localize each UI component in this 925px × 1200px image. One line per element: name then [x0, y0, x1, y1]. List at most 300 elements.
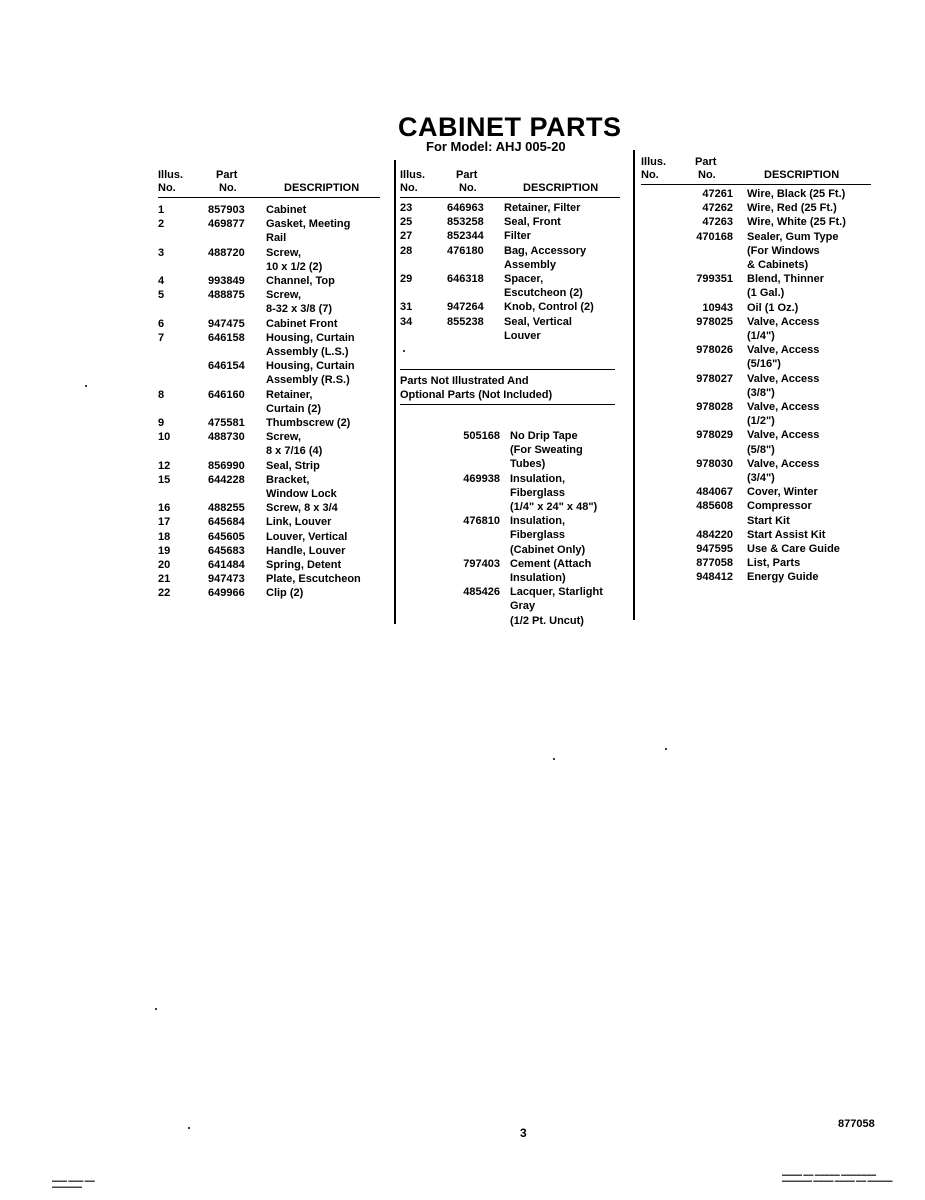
part-row	[158, 388, 380, 416]
description-line: Gasket, Meeting	[266, 218, 351, 231]
illus-number: 31	[400, 301, 413, 314]
illus-no-header: No.	[158, 182, 176, 194]
part-description	[266, 558, 380, 572]
part-description	[266, 246, 380, 274]
part-number: 856990	[208, 459, 245, 472]
description-line: (3/4")	[747, 472, 775, 485]
description-line: Handle, Louver	[266, 544, 346, 557]
part-row	[641, 457, 871, 485]
part-row	[158, 572, 380, 586]
illus-number: 16	[158, 502, 171, 515]
part-number: 645605	[208, 530, 245, 543]
part-no-header: No.	[219, 182, 237, 194]
description-line: Filter	[504, 230, 531, 243]
description-line: Curtain (2)	[266, 402, 321, 415]
part-number: 47261	[702, 188, 733, 200]
part-number: 484067	[696, 486, 733, 499]
part-row	[641, 556, 871, 570]
part-row	[158, 217, 380, 245]
illus-number: 4	[158, 275, 165, 288]
part-row	[641, 201, 871, 215]
part-description	[504, 229, 620, 243]
part-number: 948412	[696, 571, 733, 584]
part-number: 646963	[447, 202, 484, 214]
part-row	[158, 530, 380, 544]
part-description	[510, 557, 620, 585]
illus-number	[400, 557, 440, 585]
part-row	[158, 430, 380, 458]
description-line: Assembly (L.S.)	[266, 346, 349, 359]
illus-number	[641, 201, 661, 215]
part-row	[400, 201, 620, 215]
part-description	[266, 416, 380, 430]
description-line: Link, Louver	[266, 516, 332, 529]
part-number: 10943	[702, 301, 733, 314]
description-line: Knob, Control (2)	[504, 301, 594, 314]
illus-number	[400, 585, 440, 628]
part-number: 853258	[447, 216, 484, 229]
part-row	[400, 472, 620, 515]
part-number: 978026	[696, 344, 733, 357]
part-number: 947473	[208, 573, 245, 586]
part-row	[641, 400, 871, 428]
part-number: 646158	[208, 331, 245, 344]
description-line: Fiberglass	[510, 529, 566, 542]
part-description	[747, 301, 871, 315]
illus-number	[641, 570, 661, 584]
description-line: (1/4" x 24" x 48")	[510, 501, 598, 514]
part-number: 947595	[696, 543, 733, 556]
part-row	[158, 544, 380, 558]
illus-number	[641, 372, 661, 400]
description-line: (5/16")	[747, 358, 781, 371]
part-row	[400, 429, 620, 472]
illus-number: 2	[158, 218, 165, 231]
description-line: Seal, Strip	[266, 459, 320, 472]
illus-number: 29	[400, 273, 413, 286]
description-line: Cabinet	[266, 204, 307, 216]
part-number: 469877	[208, 218, 245, 231]
part-description	[504, 201, 620, 215]
description-line: Sealer, Gum Type	[747, 230, 839, 243]
description-line: Cabinet Front	[266, 317, 338, 330]
illus-number	[641, 230, 661, 273]
description-header: DESCRIPTION	[284, 182, 360, 194]
illus-number: 17	[158, 516, 171, 529]
part-row	[400, 557, 620, 585]
illus-number: 6	[158, 317, 165, 330]
description-line: (For Sweating	[510, 444, 583, 457]
part-row	[641, 187, 871, 201]
column-divider	[633, 150, 635, 620]
description-line: Assembly (R.S.)	[266, 374, 350, 387]
description-header: DESCRIPTION	[764, 169, 840, 181]
description-line: Assembly	[504, 258, 556, 271]
illus-number	[641, 499, 661, 527]
part-description	[266, 317, 380, 331]
description-line: Start Assist Kit	[747, 528, 826, 541]
part-row	[641, 499, 871, 527]
part-number: 877058	[696, 557, 733, 570]
fine-print-right: ▬▬▬▬ ▬▬ ▬▬▬▬▬ ▬▬▬▬▬▬▬ ▬▬▬▬▬▬ ▬▬▬▬ ▬▬▬▬ ▬▬ ▬▬▬▬▬	[782, 1172, 893, 1184]
description-line: Spring, Detent	[266, 559, 342, 572]
description-header: DESCRIPTION	[523, 182, 599, 194]
part-row	[641, 272, 871, 300]
scan-speck	[553, 758, 555, 760]
parts-column-3	[641, 152, 871, 585]
part-number: 488730	[208, 431, 245, 444]
description-line: Housing, Curtain	[266, 360, 355, 373]
description-line: Cover, Winter	[747, 486, 818, 499]
scan-speck	[188, 1127, 190, 1129]
part-number: 993849	[208, 275, 245, 288]
illus-number: 27	[400, 230, 413, 243]
part-row	[400, 272, 620, 300]
part-description	[747, 343, 871, 371]
part-description	[266, 473, 380, 501]
part-row	[158, 274, 380, 288]
illus-number: 20	[158, 559, 171, 572]
description-line: Rail	[266, 232, 287, 245]
illus-no-header: No.	[400, 182, 418, 194]
column-header	[158, 152, 380, 198]
description-line: Tubes)	[510, 458, 546, 471]
part-row	[641, 343, 871, 371]
description-line: Screw,	[266, 431, 302, 444]
part-row	[158, 416, 380, 430]
part-description	[266, 203, 380, 217]
part-number: 855238	[447, 315, 484, 328]
part-number: 646154	[208, 360, 245, 373]
parts-column-1	[158, 152, 380, 601]
part-description	[510, 429, 620, 472]
description-line: Valve, Access	[747, 401, 820, 414]
part-row	[158, 501, 380, 515]
description-line: Wire, White (25 Ft.)	[747, 216, 846, 229]
part-no-header: No.	[459, 182, 477, 194]
scan-speck	[403, 350, 405, 352]
part-description	[747, 499, 871, 527]
part-description	[504, 315, 620, 343]
illus-number	[641, 542, 661, 556]
part-description	[747, 187, 871, 201]
part-description	[504, 300, 620, 314]
page-title: CABINET PARTS	[398, 112, 622, 142]
illus-number: 15	[158, 473, 171, 486]
part-number: 470168	[696, 230, 733, 243]
part-header: Part	[216, 169, 238, 181]
illus-number: 25	[400, 216, 413, 229]
description-line: Lacquer, Starlight	[510, 586, 603, 599]
part-number: 488875	[208, 289, 245, 302]
parts-column-2	[400, 152, 620, 628]
part-number: 47263	[702, 216, 733, 229]
illus-number	[400, 514, 440, 557]
description-line: (1/2 Pt. Uncut)	[510, 614, 584, 627]
description-line: Screw, 8 x 3/4	[266, 502, 338, 515]
description-line: Compressor	[747, 500, 812, 513]
part-description	[747, 428, 871, 456]
illus-number	[641, 528, 661, 542]
part-description	[747, 556, 871, 570]
description-line: Insulation,	[510, 515, 565, 528]
parts-list	[158, 203, 380, 601]
description-line: (1/2")	[747, 415, 775, 428]
column-header	[641, 152, 871, 185]
section-title-line: Parts Not Illustrated And	[400, 375, 529, 388]
part-description	[266, 459, 380, 473]
illus-number: 9	[158, 417, 165, 430]
illus-number	[641, 315, 661, 343]
description-line: Clip (2)	[266, 587, 304, 600]
part-row	[158, 459, 380, 473]
part-number: 476810	[463, 515, 500, 528]
part-description	[266, 515, 380, 529]
part-number: 488720	[208, 246, 245, 259]
description-line: Insulation)	[510, 572, 566, 585]
description-line: No Drip Tape	[510, 430, 578, 443]
part-description	[266, 544, 380, 558]
illus-number	[641, 301, 661, 315]
illus-number	[641, 556, 661, 570]
description-line: Wire, Red (25 Ft.)	[747, 202, 837, 215]
part-number: 485608	[696, 500, 733, 513]
description-line: (3/8")	[747, 386, 775, 399]
description-line: Screw,	[266, 246, 302, 259]
part-row	[400, 215, 620, 229]
description-line: Thumbscrew (2)	[266, 417, 351, 430]
part-description	[266, 217, 380, 245]
part-description	[747, 542, 871, 556]
description-line: Fiberglass	[510, 486, 566, 499]
part-number: 799351	[696, 273, 733, 286]
illus-number	[400, 472, 440, 515]
part-description	[747, 272, 871, 300]
part-row	[158, 586, 380, 600]
description-line: Seal, Vertical	[504, 315, 572, 328]
description-line: & Cabinets)	[747, 259, 809, 272]
part-number: 484220	[696, 528, 733, 541]
part-number: 978029	[696, 429, 733, 442]
part-header: Part	[456, 169, 478, 181]
illus-number: 7	[158, 331, 165, 344]
illus-number: 22	[158, 587, 171, 600]
part-number: 797403	[463, 557, 500, 570]
description-line: Seal, Front	[504, 216, 561, 229]
part-number: 476180	[447, 244, 484, 257]
part-description	[266, 288, 380, 316]
part-number: 645683	[208, 544, 245, 557]
scan-speck	[665, 748, 667, 750]
description-line: Housing, Curtain	[266, 331, 355, 344]
part-number: 978028	[696, 401, 733, 414]
description-line: 8-32 x 3/8 (7)	[266, 303, 333, 316]
part-number: 645684	[208, 516, 245, 529]
part-row	[158, 515, 380, 529]
part-number: 947264	[447, 301, 484, 314]
description-line: Retainer, Filter	[504, 202, 581, 214]
description-line: (For Windows	[747, 244, 820, 257]
part-row	[158, 558, 380, 572]
description-line: (1 Gal.)	[747, 287, 785, 300]
illus-number	[641, 272, 661, 300]
scan-speck	[155, 1008, 157, 1010]
description-line: Start Kit	[747, 514, 790, 527]
illus-number: 8	[158, 388, 165, 401]
part-description	[266, 388, 380, 416]
part-number: 978025	[696, 315, 733, 328]
illus-number: 23	[400, 202, 413, 214]
part-description	[266, 501, 380, 515]
part-number: 505168	[463, 430, 500, 443]
description-line: (5/8")	[747, 443, 775, 456]
illus-number: 10	[158, 431, 171, 444]
illus-number	[400, 429, 440, 472]
description-line: Cement (Attach	[510, 557, 592, 570]
illus-header: Illus.	[158, 169, 184, 181]
description-line: Use & Care Guide	[747, 543, 840, 556]
illus-no-header: No.	[641, 169, 659, 181]
illus-number: 18	[158, 530, 171, 543]
illus-number	[641, 187, 661, 201]
description-line: 8 x 7/16 (4)	[266, 445, 323, 458]
description-line: Valve, Access	[747, 344, 820, 357]
part-row	[400, 244, 620, 272]
description-line: Spacer,	[504, 273, 544, 286]
part-number: 488255	[208, 502, 245, 515]
scan-speck	[85, 385, 87, 387]
part-description	[747, 215, 871, 229]
part-description	[510, 472, 620, 515]
part-description	[504, 272, 620, 300]
description-line: List, Parts	[747, 557, 801, 570]
part-row	[641, 315, 871, 343]
description-line: (1/4")	[747, 330, 775, 343]
part-row	[400, 585, 620, 628]
part-description	[747, 372, 871, 400]
illus-number	[641, 215, 661, 229]
part-number: 646160	[208, 388, 245, 401]
part-number: 644228	[208, 473, 245, 486]
column-header	[400, 152, 620, 198]
column-divider	[394, 160, 396, 624]
description-line: Louver, Vertical	[266, 530, 348, 543]
part-description	[266, 359, 380, 387]
part-row	[641, 301, 871, 315]
fine-print-left: ▬▬▬ ▬▬▬ ▬▬ ▬▬▬▬▬▬	[52, 1178, 95, 1190]
part-row	[400, 300, 620, 314]
description-line: Window Lock	[266, 488, 337, 501]
part-description	[747, 528, 871, 542]
part-description	[747, 400, 871, 428]
part-row	[158, 203, 380, 217]
document-number: 877058	[838, 1118, 875, 1130]
optional-parts-list	[400, 429, 620, 628]
part-description	[266, 331, 380, 359]
illus-number: 1	[158, 204, 165, 216]
part-row	[158, 331, 380, 359]
illus-number	[641, 485, 661, 499]
part-number: 646318	[447, 273, 484, 286]
part-number: 852344	[447, 230, 484, 243]
parts-list	[400, 201, 620, 343]
part-description	[504, 215, 620, 229]
description-line: Channel, Top	[266, 275, 335, 288]
part-description	[747, 485, 871, 499]
description-line: Blend, Thinner	[747, 273, 824, 286]
part-description	[747, 230, 871, 273]
illus-number: 12	[158, 459, 171, 472]
part-row	[641, 372, 871, 400]
part-description	[510, 585, 620, 628]
part-description	[266, 274, 380, 288]
description-line: Valve, Access	[747, 429, 820, 442]
part-row	[641, 485, 871, 499]
part-row	[641, 570, 871, 584]
description-line: Plate, Escutcheon	[266, 573, 361, 586]
part-row	[158, 288, 380, 316]
part-number: 978030	[696, 457, 733, 470]
illus-number: 19	[158, 544, 171, 557]
part-description	[266, 572, 380, 586]
part-description	[747, 315, 871, 343]
part-description	[747, 570, 871, 584]
part-number: 649966	[208, 587, 245, 600]
description-line: Oil (1 Oz.)	[747, 301, 799, 314]
part-row	[400, 229, 620, 243]
part-number: 857903	[208, 204, 245, 216]
part-header: Part	[695, 156, 717, 168]
part-row	[641, 428, 871, 456]
illus-number	[641, 343, 661, 371]
illus-number: 28	[400, 244, 413, 257]
description-line: Bag, Accessory	[504, 244, 587, 257]
part-number: 641484	[208, 559, 245, 572]
part-number: 47262	[702, 202, 733, 215]
description-line: Insulation,	[510, 472, 565, 485]
illus-number: 34	[400, 315, 413, 328]
part-number: 485426	[463, 586, 500, 599]
part-row	[641, 230, 871, 273]
illus-number	[641, 400, 661, 428]
illus-number: 5	[158, 289, 165, 302]
description-line: Wire, Black (25 Ft.)	[747, 188, 846, 200]
part-row	[641, 528, 871, 542]
description-line: Gray	[510, 600, 536, 613]
description-line: Louver	[504, 329, 541, 342]
part-row	[400, 514, 620, 557]
description-line: Valve, Access	[747, 372, 820, 385]
part-row	[158, 359, 380, 387]
description-line: 10 x 1/2 (2)	[266, 260, 323, 273]
page-number: 3	[520, 1126, 527, 1140]
description-line: Retainer,	[266, 388, 313, 401]
illus-number	[641, 457, 661, 485]
illus-number	[641, 428, 661, 456]
part-row	[158, 473, 380, 501]
part-description	[747, 457, 871, 485]
section-title-line: Optional Parts (Not Included)	[400, 389, 553, 402]
optional-parts-heading	[400, 369, 615, 405]
illus-number: 21	[158, 573, 171, 586]
part-row	[641, 215, 871, 229]
part-description	[504, 244, 620, 272]
description-line: Escutcheon (2)	[504, 287, 583, 300]
description-line: Screw,	[266, 289, 302, 302]
part-number: 475581	[208, 417, 245, 430]
part-number: 978027	[696, 372, 733, 385]
part-row	[158, 317, 380, 331]
